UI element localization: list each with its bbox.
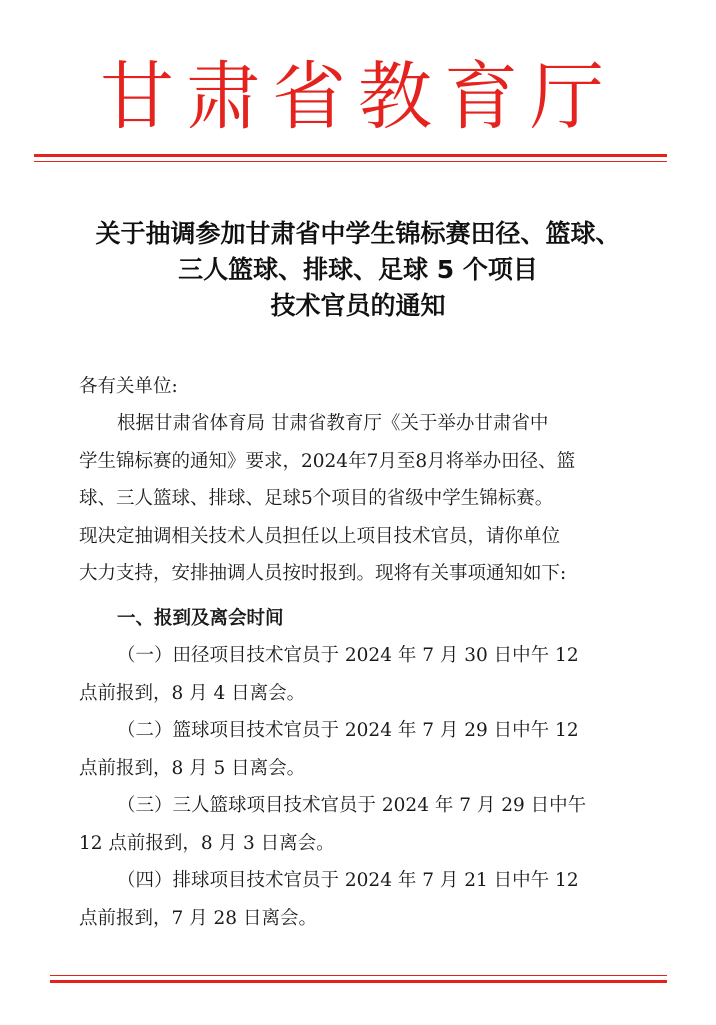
paragraph-line: 学生锦标赛的通知》要求，2024年7月至8月将举办田径、篮 — [79, 450, 576, 472]
paragraph-line: 现决定抽调相关技术人员担任以上项目技术官员，请你单位 — [79, 525, 561, 547]
document-title — [40, 216, 676, 324]
header-red-rule-thick — [34, 154, 667, 157]
title-line: 技术官员的通知 — [270, 291, 446, 320]
item-line: 点前报到，8 月 4 日离会。 — [79, 682, 306, 704]
item-line: 点前报到，7 月 28 日离会。 — [79, 907, 317, 929]
salutation: 各有关单位: — [79, 376, 178, 397]
item-line: 点前报到，8 月 5 日离会。 — [79, 757, 306, 779]
list-item — [79, 637, 635, 712]
title-line: 关于抽调参加甘肃省中学生锦标赛田径、篮球、 — [95, 219, 621, 248]
list-item — [79, 787, 635, 862]
paragraph-line: 大力支持，安排抽调人员按时报到。现将有关事项通知如下: — [79, 563, 567, 584]
footer-red-rule-thick — [50, 980, 667, 983]
intro-paragraph — [79, 405, 635, 593]
footer-red-rule-thin — [50, 975, 667, 976]
item-line: （一）田径项目技术官员于 2024 年 7 月 30 日中午 12 — [117, 645, 579, 666]
item-line: （二）篮球项目技术官员于 2024 年 7 月 29 日中午 12 — [117, 720, 579, 741]
header-red-rule-thin — [34, 161, 667, 162]
item-line: 12 点前报到，8 月 3 日离会。 — [79, 832, 335, 854]
item-line: （三）三人篮球项目技术官员于 2024 年 7 月 29 日中午 — [117, 795, 587, 816]
list-item — [79, 712, 635, 787]
list-item — [79, 862, 635, 937]
schedule-list — [79, 637, 635, 937]
title-line: 三人篮球、排球、足球 5 个项目 — [178, 255, 538, 284]
masthead-title: 甘肃省教育厅 — [100, 54, 616, 140]
item-line: （四）排球项目技术官员于 2024 年 7 月 21 日中午 12 — [117, 870, 579, 891]
paragraph-line: 球、三人篮球、排球、足球5个项目的省级中学生锦标赛。 — [79, 488, 554, 509]
section-heading: 一、报到及离会时间 — [117, 608, 284, 629]
paragraph-line: 根据甘肃省体育局 甘肃省教育厅《关于举办甘肃省中 — [117, 413, 549, 434]
